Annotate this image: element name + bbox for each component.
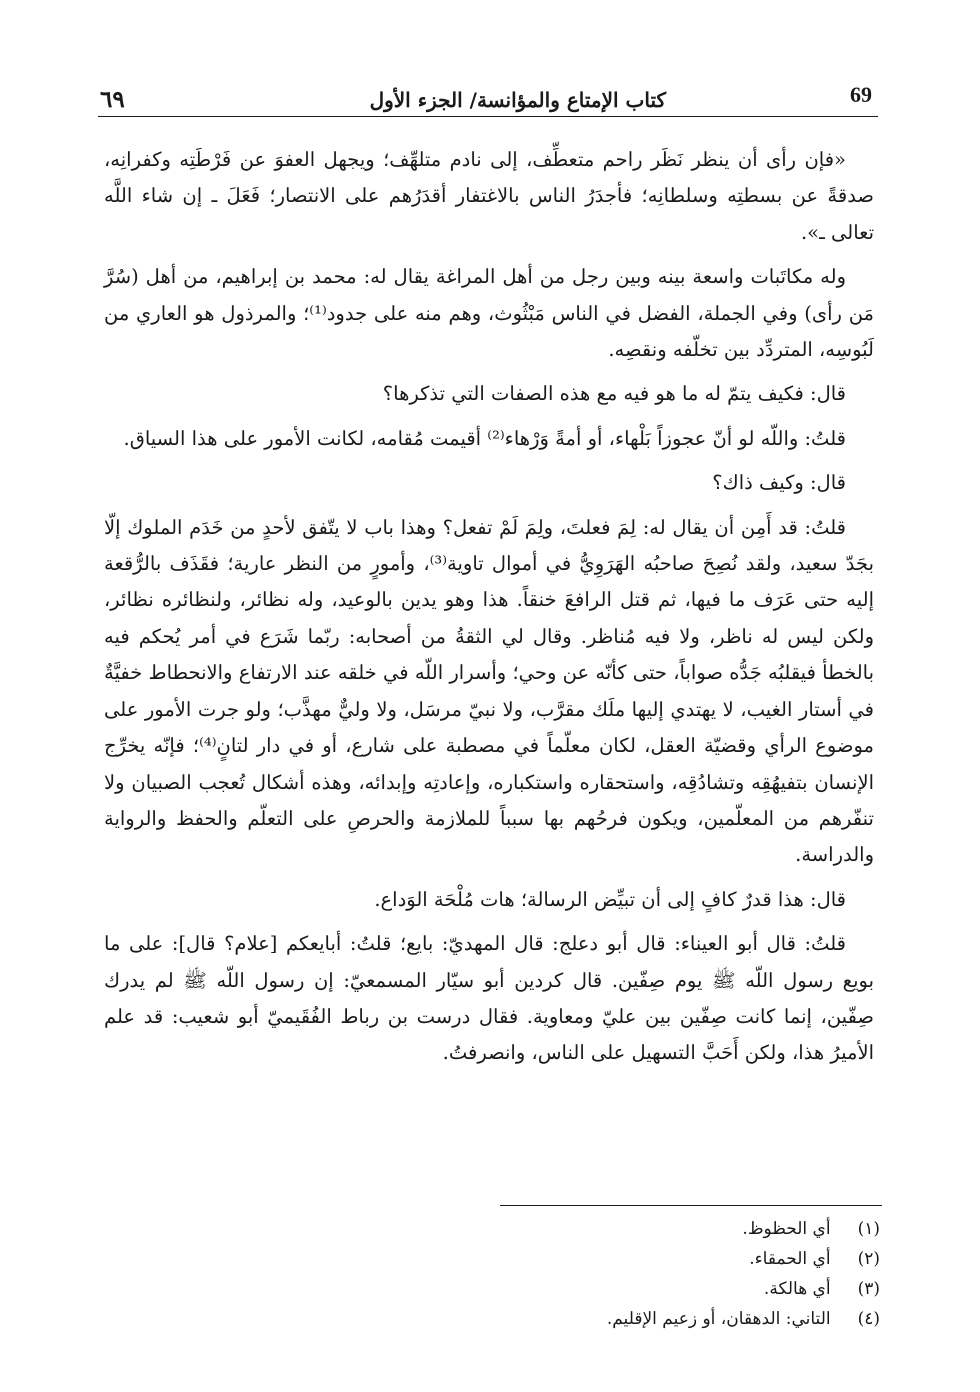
footnote-text: التاني: الدهقان، أو زعيم الإقليم. [606, 1309, 831, 1329]
page-number-arabic: ٦٩ [100, 86, 125, 113]
paragraph: قلتُ: قد أَمِن أن يقال له: لِمَ فعلتَ، ولِمَ لَمْ تفعل؟ وهذا باب لا يتّفق لأحدٍ من خَدَم الملوك إلّا بجَدّ سعيد، ولقد نُصِحَ صاحبُه الهَرَوِيُّ في أموال تاوية⁽³⁾، وأمورٍ من النظر عارية؛ فقَذَف بالرُّقعة إليه حتى عَرَف ما فيها، ثم قتل الرافعَ خنقاً. هذا وهو يدين بالوعيد، وله نظائر، ولنظائره نظائر، ولكن ليس له ناظر، ولا فيه مُناظر. وقال لي الثقةُ من أصحابه: ربّما شَرَع في أمر يُحكم فيه بالخطأ فيقلبُه جَدُّه صواباً، حتى كأنّه عن وحي؛ وأسرار اللّه في خلقه عند الارتفاع والانحطاط خفيَّةٌ في أستار الغيب، لا يهتدي إليها ملَك مقرَّب، ولا نبيّ مرسَل، ولا وليٌّ مهذَّب؛ ولو جرت الأمور على موضوع الرأي وقضيّة العقل، لكان معلّماً في مصطبة على شارع، أو في دار لتانٍ⁽⁴⁾؛ فإنّه يخرِّج الإنسان بتفيهُقِه وتشادُقِه، واستحقاره واستكباره، وإعادتِه وإبدائه، وهذه أشكال تُعجب الصبيان ولا تنفّرهم من المعلّمين، ويكون فرحُهم بها سبباً للملازمة والحرصِ على التعلّم والحفظ والرواية والدراسة. [104, 515, 874, 867]
footnote-number: (٤) [857, 1309, 880, 1329]
footnote-text: أي الحظوظ. [742, 1219, 831, 1239]
footnote [450, 1274, 880, 1304]
footnote-text: أي الحمقاء. [749, 1249, 831, 1269]
running-title: كتاب الإمتاع والمؤانسة/ الجزء الأول [369, 88, 666, 112]
paragraph: وله مكاتَبات واسعة بينه وبين رجل من أهل المراغة يقال له: محمد بن إبراهيم، من أهل (سُرَّ مَن رأى) وفي الجملة، الفضل في الناس مَبْثُوث، وهم منه على جدود⁽¹⁾؛ والمرذول هو العاري من لَبُوسِه، المتردِّد بين تخلّفه ونقصِه. [104, 265, 874, 362]
footnote [450, 1214, 880, 1244]
footnote-divider [500, 1205, 882, 1206]
footnotes [450, 1214, 880, 1334]
paragraph: قال: وكيف ذاك؟ [712, 471, 846, 495]
paragraph: قال: هذا قدرٌ كافٍ إلى أن تبيِّض الرسالة؛ هات مُلْحَة الوَداع. [374, 887, 846, 911]
paragraph: قلتُ: واللّه لو أنّ عجوزاً بَلْهاء، أو أمةً وَرْهاء⁽²⁾ أقيمت مُقامه، لكانت الأمور على هذا السياق. [123, 426, 846, 450]
footnote-number: (١) [857, 1219, 880, 1239]
main-text [104, 142, 874, 1080]
page-number-latin: 69 [850, 82, 872, 107]
footnote [450, 1244, 880, 1274]
paragraph: قلتُ: قال أبو العيناء: قال أبو دعلج: قال المهديّ: بايع؛ قلتُ: أبايعكم [علام؟ قال]: على ما بويع رسول اللّه ﷺ يوم صِفّين. قال كردين أبو سيّار المسمعيّ: إن رسول اللّه ﷺ لم يدرك صِفّين، إنما كانت صِفّين بين عليّ ومعاوية. فقال درست بن رباط الفُقَيميّ أبو شعيب: قد علم الأميرُ هذا، ولكن أَحَبَّ التسهيل على الناس، وانصرفتُ. [104, 932, 874, 1065]
footnote [450, 1304, 880, 1334]
footnote-number: (٢) [857, 1249, 880, 1269]
paragraph: «فإن رأى أن ينظر نَظَر راحم متعطِّف، إلى نادم متلهِّف؛ ويجهل العفوَ عن فَرْطَتِه وكفرانِه، صدقةً عن بسطتِه وسلطانِه؛ فأجدَرُ الناس بالاغتفار أقدَرُهم على الانتصار؛ فَعَلَ ـ إن شاء اللَّه تعالى ـ». [104, 148, 874, 244]
paragraph: قال: فكيف يتمّ له ما هو فيه مع هذه الصفات التي تذكرها؟ [382, 382, 846, 406]
page-header [98, 82, 878, 117]
footnote-number: (٣) [857, 1279, 880, 1299]
footnote-text: أي هالكة. [763, 1279, 831, 1299]
